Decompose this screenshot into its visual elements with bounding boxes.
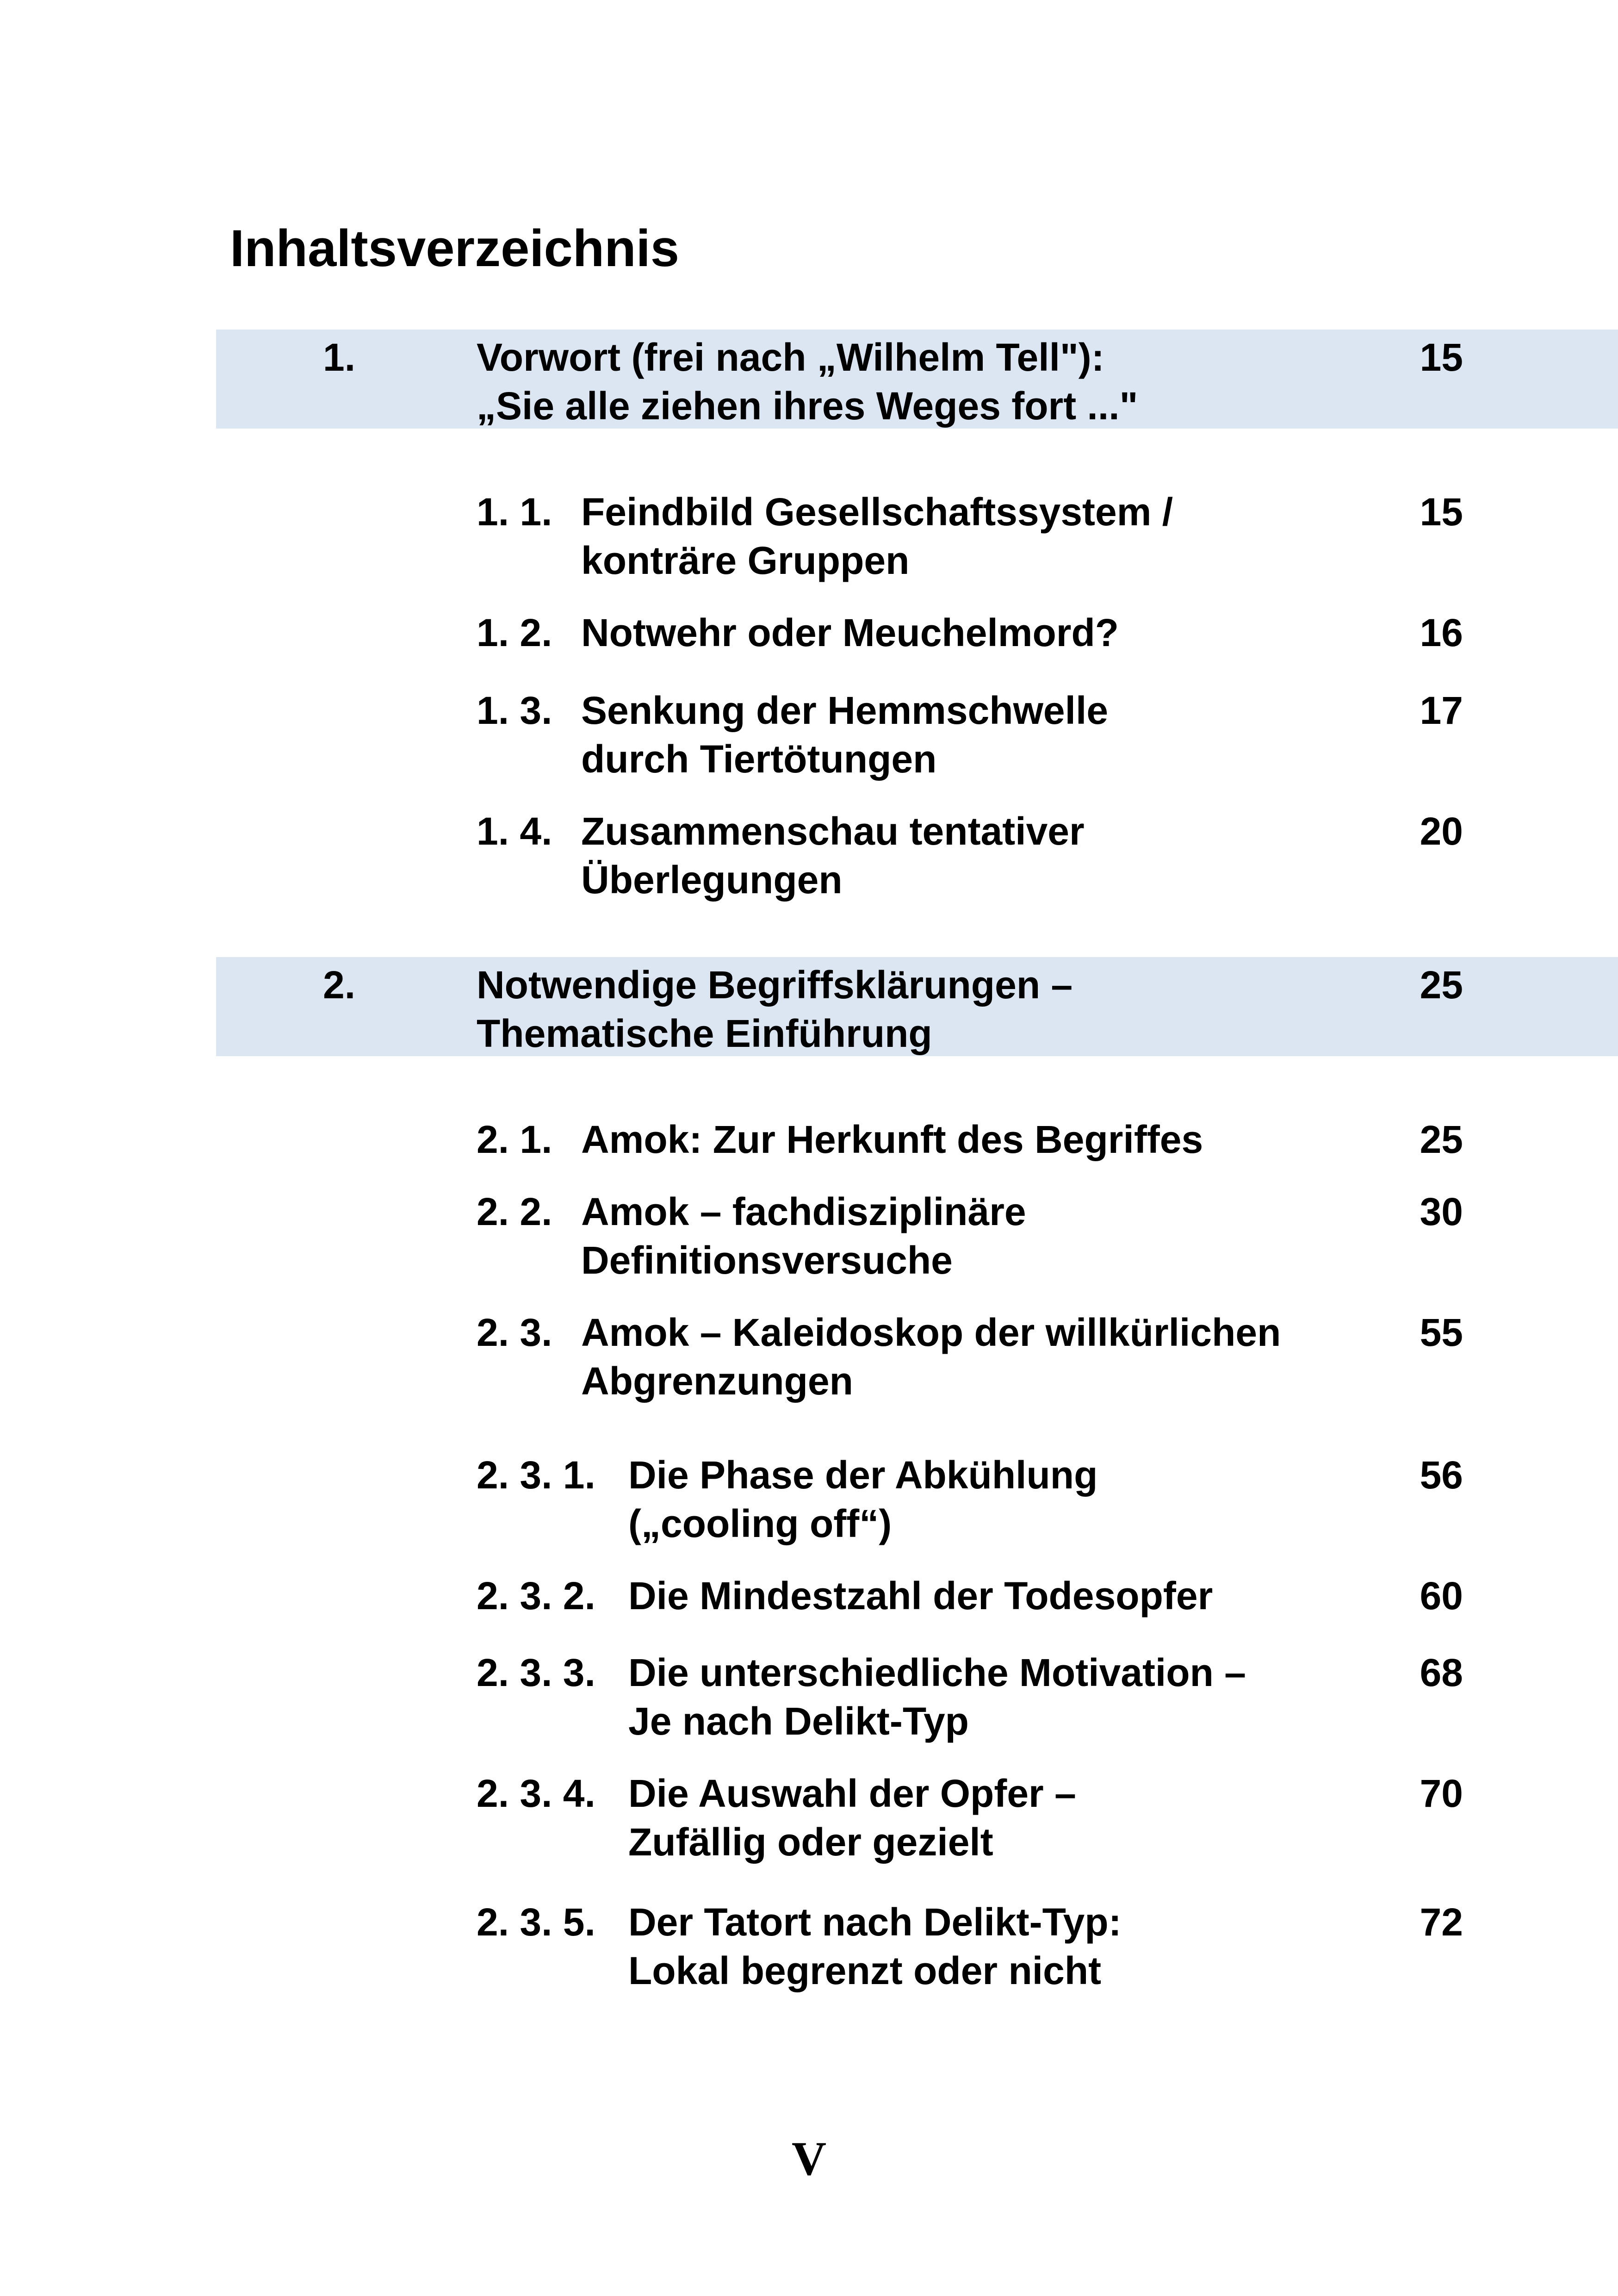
section-title-line-1: Notwehr oder Meuchelmord? — [581, 611, 1119, 654]
section-title-line-2: Abgrenzungen — [581, 1359, 853, 1403]
subsection-title-line-1: Die Mindestzahl der Todesopfer — [628, 1574, 1213, 1618]
section-title-line-1: Senkung der Hemmschwelle — [581, 689, 1109, 732]
subsection-number: 2. 3. 3. — [477, 1651, 595, 1694]
subsection-number: 2. 3. 5. — [477, 1900, 595, 1944]
subsection-number: 2. 3. 4. — [477, 1772, 595, 1815]
subsection-page-number: 60 — [1420, 1574, 1463, 1618]
section-page-number: 55 — [1420, 1311, 1463, 1354]
chapter-page-number: 15 — [1420, 336, 1463, 379]
subsection-title-line-1: Die Auswahl der Opfer – — [628, 1772, 1076, 1815]
chapter-title-line-2: „Sie alle ziehen ihres Weges fort ..." — [477, 384, 1138, 428]
section-title-line-1: Feindbild Gesellschaftssystem / — [581, 490, 1173, 534]
subsection-title-line-1: Die unterschiedliche Motivation – — [628, 1651, 1246, 1694]
subsection-number: 2. 3. 1. — [477, 1453, 595, 1497]
chapter-number: 1. — [323, 336, 356, 379]
page-title: Inhaltsverzeichnis — [230, 219, 680, 277]
subsection-page-number: 68 — [1420, 1651, 1463, 1694]
section-number: 2. 1. — [477, 1118, 552, 1161]
section-page-number: 15 — [1420, 490, 1463, 534]
subsection-number: 2. 3. 2. — [477, 1574, 595, 1618]
section-title-line-2: Definitionsversuche — [581, 1238, 953, 1282]
section-title-line-1: Amok – fachdisziplinäre — [581, 1190, 1026, 1233]
section-title-line-1: Amok: Zur Herkunft des Begriffes — [581, 1118, 1203, 1161]
section-title-line-2: Überlegungen — [581, 858, 843, 902]
subsection-title-line-2: Lokal begrenzt oder nicht — [628, 1949, 1102, 1992]
subsection-title-line-1: Die Phase der Abkühlung — [628, 1453, 1098, 1497]
chapter-title-line-1: Notwendige Begriffsklärungen – — [477, 963, 1073, 1007]
section-page-number: 16 — [1420, 611, 1463, 654]
section-number: 1. 1. — [477, 490, 552, 534]
subsection-title-line-2: Zufällig oder gezielt — [628, 1820, 993, 1864]
section-number: 2. 3. — [477, 1311, 552, 1354]
chapter-title-line-2: Thematische Einführung — [477, 1012, 932, 1055]
section-number: 2. 2. — [477, 1190, 552, 1233]
section-number: 1. 2. — [477, 611, 552, 654]
section-page-number: 30 — [1420, 1190, 1463, 1233]
section-title-line-1: Zusammenschau tentativer — [581, 809, 1085, 853]
section-page-number: 25 — [1420, 1118, 1463, 1161]
section-number: 1. 3. — [477, 689, 552, 732]
section-number: 1. 4. — [477, 809, 552, 853]
subsection-page-number: 72 — [1420, 1900, 1463, 1944]
chapter-title-line-1: Vorwort (frei nach „Wilhelm Tell"): — [477, 336, 1104, 379]
subsection-page-number: 56 — [1420, 1453, 1463, 1497]
subsection-page-number: 70 — [1420, 1772, 1463, 1815]
section-title-line-1: Amok – Kaleidoskop der willkürlichen — [581, 1311, 1281, 1354]
section-title-line-2: durch Tiertötungen — [581, 737, 937, 781]
section-title-line-2: konträre Gruppen — [581, 539, 910, 582]
subsection-title-line-2: Je nach Delikt-Typ — [628, 1699, 969, 1743]
subsection-title-line-2: („cooling off“) — [628, 1502, 892, 1545]
chapter-number: 2. — [323, 963, 356, 1007]
section-page-number: 17 — [1420, 689, 1463, 732]
page-number-footer: V — [791, 2132, 827, 2185]
subsection-title-line-1: Der Tatort nach Delikt-Typ: — [628, 1900, 1122, 1944]
section-page-number: 20 — [1420, 809, 1463, 853]
chapter-page-number: 25 — [1420, 963, 1463, 1007]
